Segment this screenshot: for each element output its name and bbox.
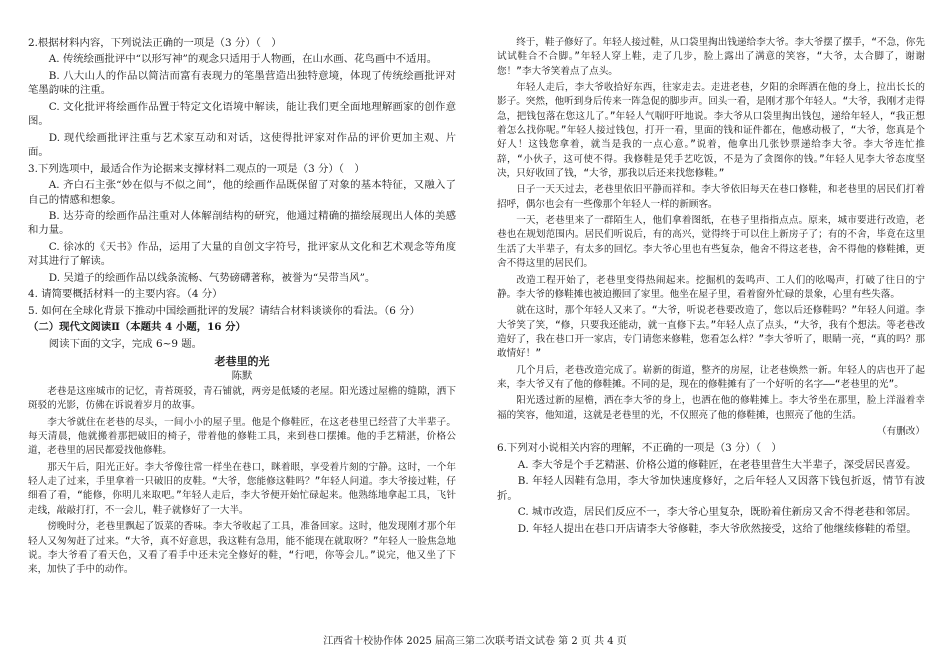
q2-option-d: D. 现代绘画批评注重与艺术家互动和对话，这使得批评家对作品的评价更加主观、片面。 [28,131,456,159]
story-paragraph: 李大爷就住在老巷的尽头，一间小小的屋子里。他是个修鞋匠，在这老巷里已经营了大半辈子。每天清晨，他就搬着那把破旧的椅子，带着他的修鞋工具，来到巷口摆摊。他的手艺精湛，价格公道，老巷里的居民都爱找他修鞋。 [28,416,456,457]
story-paragraph: 终于，鞋子修好了。年轻人接过鞋，从口袋里掏出钱递给李大爷。李大爷摆了摆手，“不急，你先试试鞋合不合脚。”年轻人穿上鞋，走了几步，脸上露出了满意的笑容，“大爷，太合脚了，谢谢您！”李大爷笑着点了点头。 [497,37,925,77]
story-author: 陈默 [231,370,253,383]
section-heading: （二）现代文阅读Ⅱ（本题共 4 小题，16 分） [28,321,246,334]
q6-option-b: B. 年轻人因鞋有急用，李大爷加快速度修好，之后年轻人又因落下钱包折返，情节有波折。 [497,475,925,502]
q2-stem: 2.根据材料内容，下列说法正确的一项是（3 分）（ ） [28,37,282,49]
q6-stem: 6.下列对小说相关内容的理解，不正确的一项是（3 分）（ ） [497,442,782,455]
q4-stem: 4. 请简要概括材料一的主要内容。（4 分） [28,288,223,301]
q3-stem: 3.下列选项中，最适合作为论据来支撑材料二观点的一项是（3 分）（ ） [28,162,365,175]
left-column [28,36,456,580]
section-instruction: 阅读下面的文字，完成 6~9 题。 [48,337,203,350]
q2-option-a: A. 传统绘画批评中“以形写神”的观念只适用于人物画，在山水画、花鸟画中不适用。 [48,53,438,66]
page-footer: 江西省十校协作体 2025 届高三第二次联考语文试卷 第 2 页 共 4 页 [323,636,627,647]
story-paragraph: 日子一天天过去，老巷里依旧平静而祥和。李大爷依旧每天在巷口修鞋，和老巷里的居民们打着招呼，偶尔也会有一些像那个年轻人一样的新顾客。 [497,184,925,210]
edited-note: （有删改） [877,425,925,437]
story-paragraph: 就在这时，那个年轻人又来了。“大爷，听说老巷要改造了，您以后还修鞋吗？”年轻人问道。李大爷笑了笑，“修，只要我还能动，就一直修下去。”年轻人点了点头，“大爷，我有个想法。等老巷改造好了，我在巷口开一家店，专门请您来修鞋，您看怎么样？”李大爷听了，眼睛一亮，“真的吗？那敢情好！” [497,305,925,360]
story-paragraph: 一天，老巷里来了一群陌生人，他们拿着图纸，在巷子里指指点点。原来，城市要进行改造，老巷也在规划范围内。居民们听说后，有的高兴，觉得终于可以住上新房子了；有的不舍，毕竟在这里生活了大半辈子，有太多的回忆。李大爷心里也有些复杂，他舍不得这老巷，舍不得他的修鞋摊，更舍不得这里的居民们。 [497,215,925,270]
q2-option-c: C. 文化批评将绘画作品置于特定文化语境中解读，能让我们更全面地理解画家的创作意图。 [28,100,456,128]
story-title: 老巷里的光 [214,355,270,369]
q6-option-d: D. 年轻人提出在巷口开店请李大爷修鞋，李大爷欣然接受，这给了他继续修鞋的希望。 [517,522,917,535]
q5-stem: 5. 如何在全球化背景下推动中国绘画批评的发展？请结合材料谈谈你的看法。（6 分） [28,304,420,317]
story-paragraph: 傍晚时分，老巷里飘起了饭菜的香味。李大爷收起了工具，准备回家。这时，他发现刚才那个年轻人又匆匆赶了过来。“大爷，真不好意思，我这鞋有急用，能不能现在就取呀？”年轻人一脸焦急地说。李大爷看了看天色，又看了看手中还未完全修好的鞋，“行吧，你等会儿。”说完，他又坐了下来，加快了手中的动作。 [28,521,456,576]
q3-option-a: A. 齐白石主张“妙在似与不似之间”，他的绘画作品既保留了对象的基本特征，又融入了自己的情感和想象。 [28,179,456,206]
q6-option-a: A. 李大爷是个手艺精湛、价格公道的修鞋匠，在老巷里营生大半辈子，深受居民喜爱。 [517,458,917,471]
q3-option-b: B. 达芬奇的绘画作品注重对人体解剖结构的研究，他通过精确的描绘展现出人体的美感和力量。 [28,209,456,237]
story-paragraph: 改造工程开始了，老巷里变得热闹起来。挖掘机的轰鸣声、工人们的吆喝声，打破了往日的宁静。李大爷的修鞋摊也被迫搬回了家里。他坐在屋子里，看着窗外忙碌的景象，心里有些失落。 [497,274,925,300]
story-paragraph: 那天午后，阳光正好。李大爷像往常一样坐在巷口，眯着眼，享受着片刻的宁静。这时，一个年轻人走了过来，手里拿着一只破旧的皮鞋。“大爷，您能修这鞋吗？”年轻人问道。李大爷接过鞋，仔细看了看，“能修，你明儿来取吧。”年轻人走后，李大爷便开始忙碌起来。他熟练地拿起工具，飞针走线，敲敲打打，不一会儿，鞋子就修好了一大半。 [28,461,456,516]
q2-option-b: B. 八大山人的作品以简洁而富有表现力的笔墨营造出独特意境，体现了传统绘画批评对笔墨韵味的注重。 [28,69,456,97]
q3-option-c: C. 徐冰的《天书》作品，运用了大量的自创文字符号，批评家从文化和艺术观念等角度对其进行了解读。 [28,240,456,268]
right-column [497,36,925,538]
story-paragraph: 阳光透过新的屋檐，洒在李大爷的身上，也洒在他的修鞋摊上。李大爷坐在那里，脸上洋溢着幸福的笑容，他知道，这就是老巷里的光，不仅照亮了他的修鞋摊，也照亮了他的生活。 [497,395,925,421]
story-paragraph: 几个月后，老巷改造完成了。崭新的街道，整齐的房屋，让老巷焕然一新。年轻人的店也开了起来，李大爷又有了他的修鞋摊。不同的是，现在的修鞋摊有了一个好听的名字——“老巷里的光”。 [497,364,925,390]
q3-option-d: D. 吴道子的绘画作品以线条流畅、气势磅礴著称，被誉为“吴带当风”。 [48,271,376,284]
story-paragraph: 老巷是这座城市的记忆，青苔斑驳，青石铺就，两旁是低矮的老屋。阳光透过屋檐的缝隙，洒下斑驳的光影，仿佛在诉说着岁月的故事。 [28,386,456,412]
story-paragraph: 年轻人走后，李大爷收拾好东西，往家走去。走进老巷，夕阳的余晖洒在他的身上，拉出长长的影子。突然，他听到身后传来一阵急促的脚步声。回头一看，是刚才那个年轻人。“大爷，我刚才走得急，把钱包落在您这儿了。”年轻人气喘吁吁地说。李大爷从口袋里掏出钱包，递给年轻人，“我正想着怎么找你呢。”年轻人接过钱包，打开一看，里面的钱和证件都在，他感动极了，“大爷，您真是个好人！这钱您拿着，就当是我的一点心意。”说着，他拿出几张钞票递给李大爷。李大爷连忙推辞，“小伙子，这可使不得。我修鞋是凭手艺吃饭，不是为了贪图你的钱。”年轻人见李大爷态度坚决，只好收回了钱，“大爷，那我以后还来找您修鞋。” [497,82,925,180]
q6-option-c: C. 城市改造，居民们反应不一，李大爷心里复杂，既盼着住新房又舍不得老巷和邻居。 [517,506,917,519]
